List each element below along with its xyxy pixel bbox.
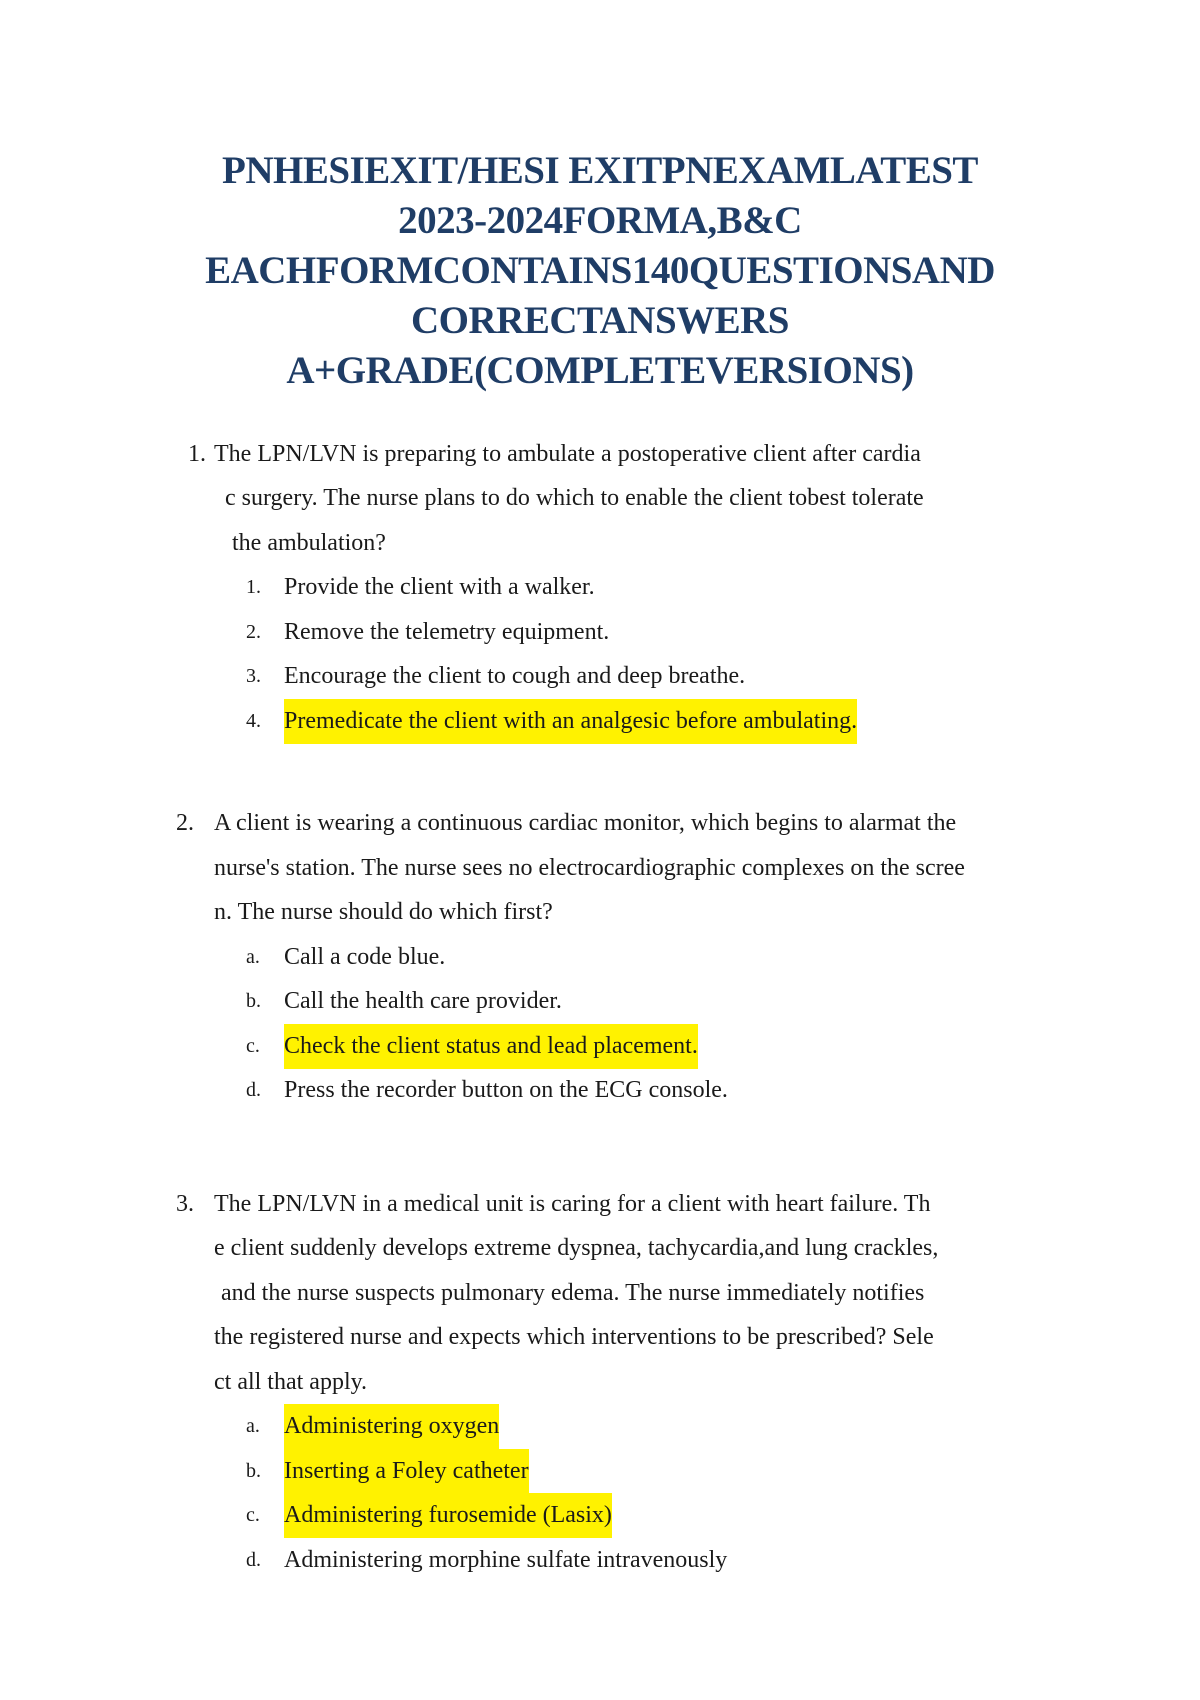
option-text-highlighted: Premedicate the client with an analgesic before ambulating. xyxy=(284,699,857,744)
option-label: 3. xyxy=(246,665,261,687)
option-label: b. xyxy=(246,1460,261,1482)
question-text-line: A client is wearing a continuous cardiac monitor, which begins to alarmat the xyxy=(214,810,957,836)
option-label: c. xyxy=(246,1504,260,1526)
question-number: 1. xyxy=(188,441,206,467)
question-text-line: The LPN/LVN in a medical unit is caring for a client with heart failure. Th xyxy=(214,1191,931,1217)
option-text: Press the recorder button on the ECG console. xyxy=(284,1077,728,1103)
question-text-line: nurse's station. The nurse sees no electrocardiographic complexes on the scree xyxy=(214,855,965,881)
option-label: c. xyxy=(246,1035,260,1057)
question-text-line: ct all that apply. xyxy=(214,1369,368,1395)
option-label: 1. xyxy=(246,576,261,598)
option-text: Remove the telemetry equipment. xyxy=(284,619,610,645)
option-text: Call the health care provider. xyxy=(284,988,562,1014)
title-line: A+GRADE(COMPLETEVERSIONS) xyxy=(286,349,914,392)
question-text-line: e client suddenly develops extreme dyspnea, tachycardia,and lung crackles, xyxy=(214,1235,939,1261)
option-text-highlighted: Inserting a Foley catheter xyxy=(284,1449,529,1494)
option-text-highlighted: Administering furosemide (Lasix) xyxy=(284,1493,612,1538)
title-line: CORRECTANSWERS xyxy=(410,299,789,342)
title-line: 2023-2024FORMA,B&C xyxy=(398,199,802,242)
option-label: 2. xyxy=(246,621,261,643)
question-number: 3. xyxy=(176,1191,194,1217)
question-text-line: The LPN/LVN is preparing to ambulate a postoperative client after cardia xyxy=(214,441,921,467)
option-label: d. xyxy=(246,1079,261,1101)
question-number: 2. xyxy=(176,810,194,836)
option-text: Provide the client with a walker. xyxy=(284,574,595,600)
question-text-line: the ambulation? xyxy=(232,530,386,556)
option-label: a. xyxy=(246,1415,260,1437)
question-text-line: n. The nurse should do which first? xyxy=(214,899,553,925)
option-text: Call a code blue. xyxy=(284,944,446,970)
question-text-line: and the nurse suspects pulmonary edema. The nurse immediately notifies xyxy=(221,1280,925,1306)
option-label: b. xyxy=(246,990,261,1012)
option-text: Encourage the client to cough and deep breathe. xyxy=(284,663,746,689)
question-text-line: c surgery. The nurse plans to do which to enable the client tobest tolerate xyxy=(225,485,924,511)
option-label: 4. xyxy=(246,710,261,732)
title-line: EACHFORMCONTAINS140QUESTIONSAND xyxy=(205,249,995,292)
option-text-highlighted: Administering oxygen xyxy=(284,1404,499,1449)
option-label: d. xyxy=(246,1549,261,1571)
option-label: a. xyxy=(246,946,260,968)
document-title xyxy=(150,146,1050,396)
title-line: PNHESIEXIT/HESI EXITPNEXAMLATEST xyxy=(222,149,978,192)
option-text-highlighted: Check the client status and lead placement. xyxy=(284,1024,698,1069)
option-text: Administering morphine sulfate intravenously xyxy=(284,1547,728,1573)
question-text-line: the registered nurse and expects which interventions to be prescribed? Sele xyxy=(214,1324,934,1350)
